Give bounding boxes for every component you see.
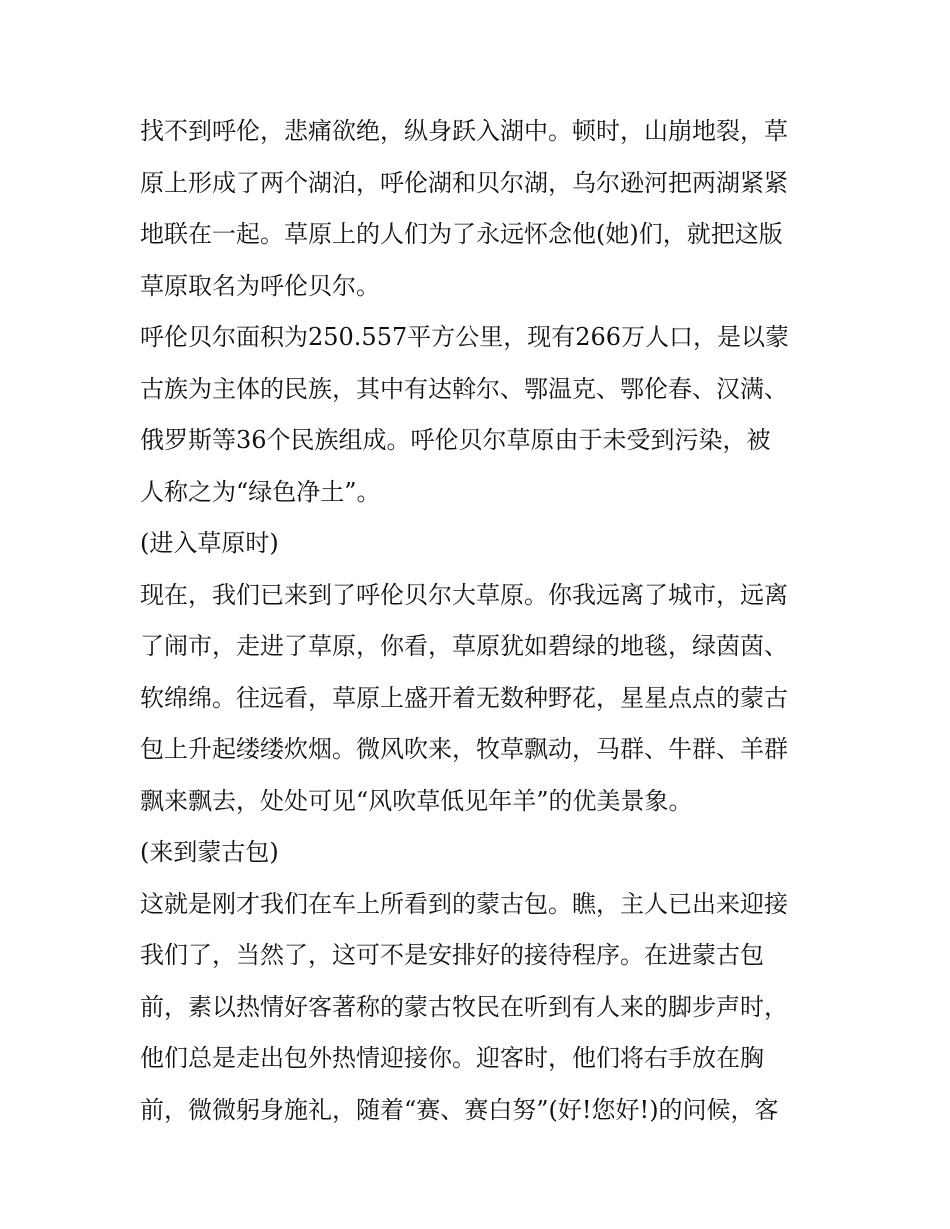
- text-line: 飘来飘去，处处可见“风吹草低见年羊”的优美景象。: [140, 786, 693, 815]
- text-line: 了闹市，走进了草原，你看，草原犹如碧绿的地毯，绿茵茵、: [140, 632, 788, 660]
- text-line: 找不到呼伦，悲痛欲绝，纵身跃入湖中。顿时，山崩地裂，草: [140, 117, 788, 145]
- text-line: 原上形成了两个湖泊，呼伦湖和贝尔湖，乌尔逊河把两湖紧紧: [140, 168, 788, 197]
- text-line: 现在，我们已来到了呼伦贝尔大草原。你我远离了城市，远离: [140, 580, 788, 609]
- text-line: 我们了，当然了，这可不是安排好的接待程序。在进蒙古包: [140, 941, 764, 969]
- text-line: 包上升起缕缕炊烟。微风吹来，牧草飘动，马群、牛群、羊群: [140, 735, 788, 763]
- text-line: 他们总是走出包外热情迎接你。迎客时，他们将右手放在胸: [140, 1044, 764, 1072]
- text-line: 这就是刚才我们在车上所看到的蒙古包。瞧，主人已出来迎接: [140, 889, 788, 918]
- text-line: 软绵绵。往远看，草原上盛开着无数种野花，星星点点的蒙古: [140, 683, 788, 712]
- text-line: 前，微微躬身施礼，随着“赛、赛白努”(好!您好!)的问候，客: [140, 1095, 779, 1124]
- section-heading: (进入草原时): [140, 529, 279, 557]
- text-line: 呼伦贝尔面积为250.557平方公里，现有266万人口，是以蒙: [140, 323, 790, 351]
- section-heading: (来到蒙古包): [140, 838, 279, 866]
- text-line: 前，素以热情好客著称的蒙古牧民在听到有人来的脚步声时，: [140, 992, 788, 1021]
- document-body: [140, 106, 815, 1136]
- text-line: 人称之为“绿色净土”。: [140, 477, 381, 506]
- text-line: 草原取名为呼伦贝尔。: [140, 271, 380, 300]
- text-line: 古族为主体的民族，其中有达斡尔、鄂温克、鄂伦春、汉满、: [140, 374, 788, 403]
- text-line: 地联在一起。草原上的人们为了永远怀念他(她)们，就把这版: [140, 220, 783, 248]
- text-line: 俄罗斯等36个民族组成。呼伦贝尔草原由于未受到污染，被: [140, 426, 771, 454]
